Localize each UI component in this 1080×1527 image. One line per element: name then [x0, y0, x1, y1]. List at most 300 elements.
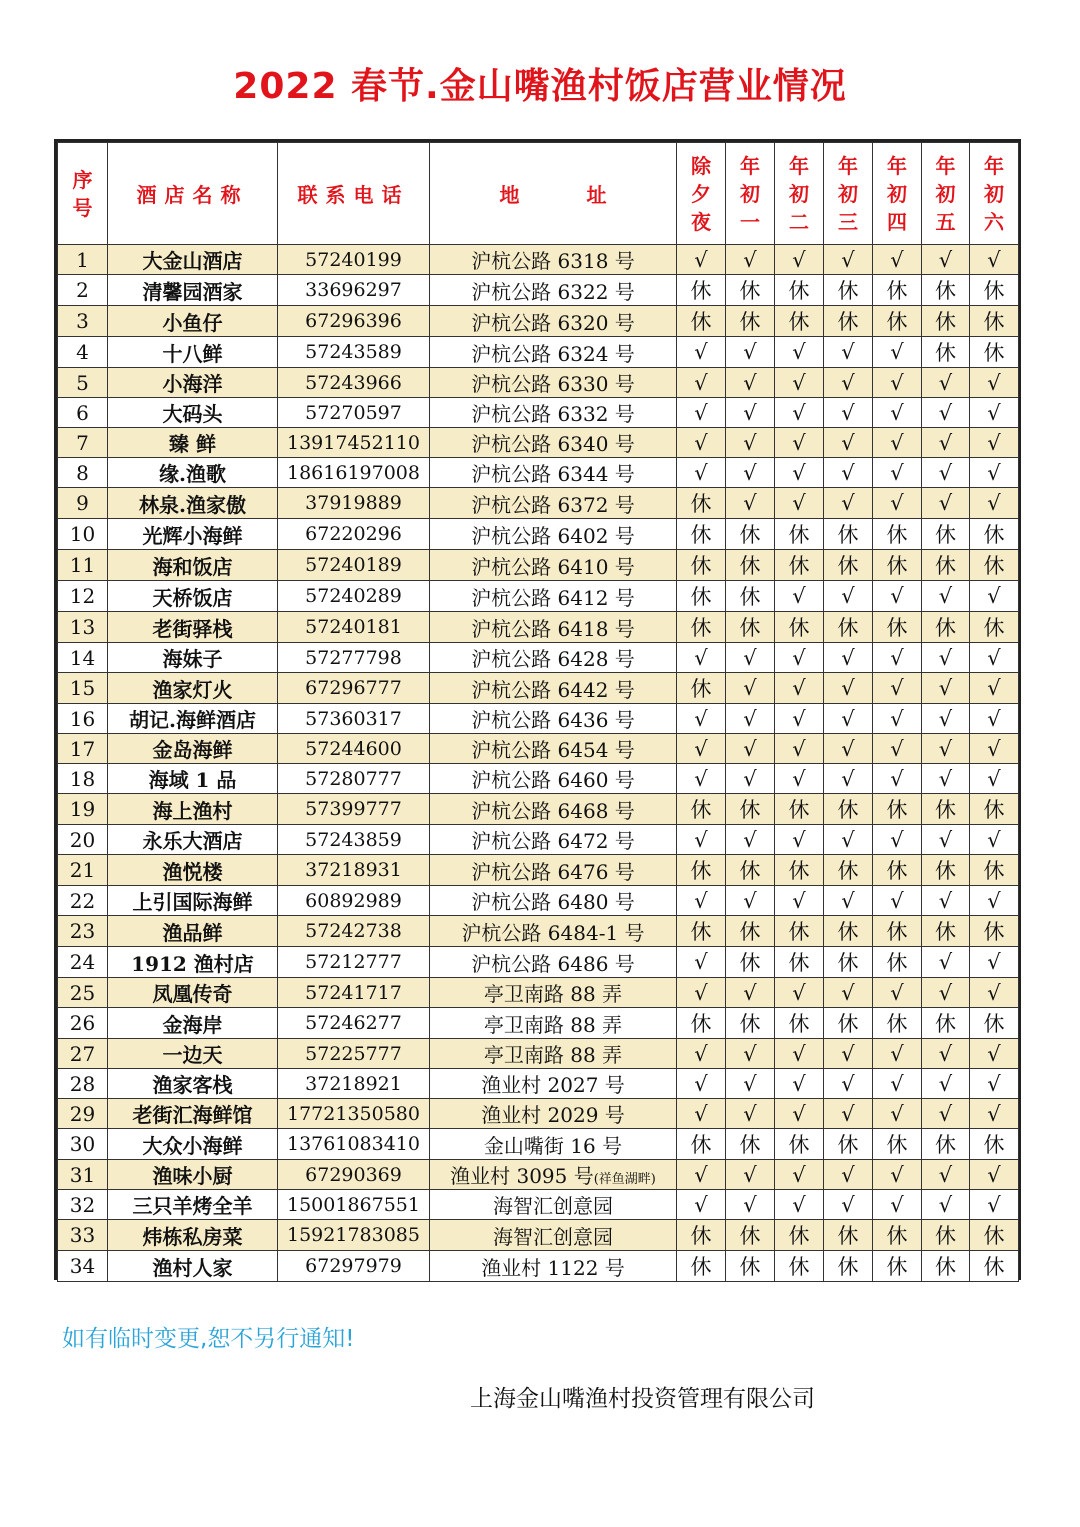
schedule-table	[57, 142, 1019, 1282]
day-status: 休	[677, 581, 726, 612]
restaurant-address	[430, 1190, 677, 1220]
day-status: √	[873, 488, 922, 519]
address-text: 渔业村 2027 号	[481, 1073, 625, 1097]
row-number: 16	[58, 704, 108, 734]
restaurant-phone: 67297979	[278, 1251, 430, 1282]
day-status: 休	[677, 519, 726, 550]
table-row	[58, 550, 1019, 581]
day-status: 休	[922, 1129, 970, 1160]
day-status: √	[970, 947, 1019, 978]
day-status: √	[970, 245, 1019, 275]
address-note: (祥鱼湖畔)	[593, 1172, 656, 1187]
day-status: 休	[726, 275, 775, 306]
day-status: 休	[873, 1220, 922, 1251]
day-status: 休	[824, 1220, 873, 1251]
row-number: 21	[58, 855, 108, 886]
day-status: 休	[824, 947, 873, 978]
day-status: √	[824, 428, 873, 458]
restaurant-address	[430, 947, 677, 978]
day-status: 休	[873, 275, 922, 306]
day-status: √	[873, 704, 922, 734]
day-status: 休	[775, 519, 824, 550]
address-text: 渔业村 3095 号	[450, 1164, 594, 1188]
day-status: 休	[922, 337, 970, 368]
restaurant-address	[430, 488, 677, 519]
day-status: √	[922, 886, 970, 916]
day-status: √	[873, 398, 922, 428]
day-status: √	[970, 1190, 1019, 1220]
restaurant-name: 小鱼仔	[108, 306, 278, 337]
day-status: √	[726, 704, 775, 734]
day-status: 休	[677, 1129, 726, 1160]
restaurant-address	[430, 550, 677, 581]
restaurant-phone: 57240181	[278, 612, 430, 643]
day-status: 休	[922, 612, 970, 643]
day-status: 休	[677, 306, 726, 337]
day-status: √	[922, 704, 970, 734]
address-text: 沪杭公路 6484-1 号	[461, 920, 645, 945]
day-status: 休	[775, 612, 824, 643]
row-number: 25	[58, 978, 108, 1008]
day-status: 休	[677, 275, 726, 306]
restaurant-address	[430, 398, 677, 428]
address-text: 渔业村 1122 号	[481, 1255, 625, 1280]
day-status: 休	[873, 1251, 922, 1282]
day-status: 休	[677, 1008, 726, 1039]
day-status: √	[824, 488, 873, 519]
day-status: 休	[775, 1220, 824, 1251]
address-text: 沪杭公路 6318 号	[471, 249, 635, 273]
day-status: 休	[922, 550, 970, 581]
restaurant-address	[430, 673, 677, 704]
day-status: √	[775, 764, 824, 794]
day-status: 休	[873, 550, 922, 581]
header-day-1: 年 初 一	[726, 143, 775, 245]
table-row	[58, 519, 1019, 550]
address-text: 沪杭公路 6472 号	[471, 829, 635, 853]
restaurant-address	[430, 1099, 677, 1129]
restaurant-phone: 57243966	[278, 368, 430, 398]
restaurant-name: 光辉小海鲜	[108, 519, 278, 550]
day-status: √	[922, 1190, 970, 1220]
restaurant-address	[430, 1251, 677, 1282]
row-number: 34	[58, 1251, 108, 1282]
restaurant-address	[430, 886, 677, 916]
day-status: √	[824, 458, 873, 488]
row-number: 14	[58, 643, 108, 673]
restaurant-name: 渔品鲜	[108, 916, 278, 947]
restaurant-address	[430, 1039, 677, 1069]
day-status: 休	[726, 1129, 775, 1160]
day-status: √	[677, 978, 726, 1008]
restaurant-name: 渔味小厨	[108, 1160, 278, 1190]
restaurant-phone: 57246277	[278, 1008, 430, 1039]
day-status: √	[873, 1160, 922, 1190]
day-status: √	[775, 734, 824, 764]
day-status: √	[824, 886, 873, 916]
day-status: √	[677, 398, 726, 428]
day-status: √	[824, 764, 873, 794]
day-status: 休	[873, 1008, 922, 1039]
day-status: 休	[726, 550, 775, 581]
day-status: √	[726, 1190, 775, 1220]
day-status: 休	[677, 550, 726, 581]
restaurant-phone: 57243589	[278, 337, 430, 368]
day-status: 休	[824, 1008, 873, 1039]
day-status: 休	[775, 550, 824, 581]
restaurant-phone: 57225777	[278, 1039, 430, 1069]
row-number: 4	[58, 337, 108, 368]
restaurant-address	[430, 794, 677, 825]
address-text: 沪杭公路 6486 号	[471, 951, 635, 976]
address-text: 金山嘴街 16 号	[483, 1133, 623, 1158]
day-status: √	[677, 428, 726, 458]
day-status: √	[824, 1069, 873, 1099]
restaurant-address	[430, 245, 677, 275]
restaurant-name: 大码头	[108, 398, 278, 428]
day-status: √	[922, 581, 970, 612]
day-status: 休	[726, 947, 775, 978]
day-status: √	[677, 1160, 726, 1190]
restaurant-phone: 67296777	[278, 673, 430, 704]
restaurant-phone: 67290369	[278, 1160, 430, 1190]
day-status: √	[922, 734, 970, 764]
restaurant-name: 炜栋私房菜	[108, 1220, 278, 1251]
day-status: √	[726, 1160, 775, 1190]
day-status: 休	[824, 550, 873, 581]
day-status: √	[873, 245, 922, 275]
header-day-3: 年 初 三	[824, 143, 873, 245]
day-status: √	[824, 368, 873, 398]
address-text: 沪杭公路 6330 号	[471, 372, 635, 396]
address-text: 沪杭公路 6402 号	[471, 523, 635, 548]
day-status: √	[677, 1039, 726, 1069]
day-status: √	[677, 886, 726, 916]
day-status: √	[922, 1069, 970, 1099]
table-row	[58, 1190, 1019, 1220]
restaurant-name: 渔家客栈	[108, 1069, 278, 1099]
day-status: √	[824, 734, 873, 764]
table-header-row	[58, 143, 1019, 245]
day-status: 休	[726, 1220, 775, 1251]
header-seq: 序 号	[58, 143, 108, 245]
day-status: √	[970, 458, 1019, 488]
restaurant-phone: 13917452110	[278, 428, 430, 458]
day-status: √	[824, 673, 873, 704]
day-status: 休	[922, 794, 970, 825]
day-status: √	[824, 337, 873, 368]
day-status: 休	[970, 1129, 1019, 1160]
address-text: 亭卫南路 88 弄	[483, 982, 623, 1006]
day-status: 休	[726, 581, 775, 612]
day-status: √	[775, 245, 824, 275]
table-row	[58, 306, 1019, 337]
restaurant-address	[430, 1220, 677, 1251]
restaurant-phone: 37218931	[278, 855, 430, 886]
day-status: 休	[970, 855, 1019, 886]
day-status: √	[726, 245, 775, 275]
table-row	[58, 1039, 1019, 1069]
day-status: 休	[775, 1008, 824, 1039]
day-status: √	[677, 337, 726, 368]
day-status: √	[726, 1039, 775, 1069]
restaurant-name: 1912 渔村店	[108, 947, 278, 978]
day-status: 休	[677, 1220, 726, 1251]
restaurant-name: 永乐大酒店	[108, 825, 278, 855]
day-status: √	[970, 1160, 1019, 1190]
row-number: 23	[58, 916, 108, 947]
day-status: 休	[824, 519, 873, 550]
restaurant-address	[430, 306, 677, 337]
restaurant-address	[430, 643, 677, 673]
row-number: 20	[58, 825, 108, 855]
day-status: √	[922, 1099, 970, 1129]
restaurant-phone: 13761083410	[278, 1129, 430, 1160]
day-status: √	[970, 428, 1019, 458]
day-status: √	[824, 704, 873, 734]
address-text: 沪杭公路 6324 号	[471, 341, 635, 366]
table-row	[58, 458, 1019, 488]
address-text: 亭卫南路 88 弄	[483, 1043, 623, 1067]
day-status: 休	[677, 794, 726, 825]
restaurant-address	[430, 581, 677, 612]
table-row	[58, 581, 1019, 612]
row-number: 26	[58, 1008, 108, 1039]
schedule-table-frame	[54, 139, 1021, 1280]
restaurant-phone: 67296396	[278, 306, 430, 337]
restaurant-address	[430, 1129, 677, 1160]
address-text: 沪杭公路 6436 号	[471, 708, 635, 732]
day-status: √	[922, 947, 970, 978]
day-status: 休	[726, 1251, 775, 1282]
day-status: √	[775, 673, 824, 704]
day-status: 休	[970, 519, 1019, 550]
day-status: √	[824, 1099, 873, 1129]
row-number: 30	[58, 1129, 108, 1160]
row-number: 2	[58, 275, 108, 306]
restaurant-name: 天桥饭店	[108, 581, 278, 612]
day-status: √	[922, 643, 970, 673]
day-status: √	[775, 886, 824, 916]
day-status: 休	[775, 855, 824, 886]
table-row	[58, 368, 1019, 398]
address-text: 沪杭公路 6344 号	[471, 462, 635, 486]
table-row	[58, 825, 1019, 855]
day-status: √	[726, 978, 775, 1008]
day-status: √	[775, 428, 824, 458]
day-status: √	[873, 337, 922, 368]
day-status: 休	[970, 306, 1019, 337]
day-status: √	[677, 704, 726, 734]
day-status: 休	[726, 1008, 775, 1039]
restaurant-name: 大众小海鲜	[108, 1129, 278, 1160]
day-status: 休	[677, 916, 726, 947]
day-status: √	[873, 1099, 922, 1129]
day-status: √	[775, 1069, 824, 1099]
day-status: 休	[677, 1251, 726, 1282]
restaurant-phone: 57242738	[278, 916, 430, 947]
day-status: 休	[824, 1129, 873, 1160]
restaurant-name: 小海洋	[108, 368, 278, 398]
table-row	[58, 1251, 1019, 1282]
day-status: 休	[873, 947, 922, 978]
header-phone: 联系电话	[278, 143, 430, 245]
day-status: 休	[970, 1008, 1019, 1039]
restaurant-phone: 15921783085	[278, 1220, 430, 1251]
day-status: √	[726, 825, 775, 855]
day-status: √	[922, 764, 970, 794]
day-status: √	[873, 581, 922, 612]
day-status: √	[873, 886, 922, 916]
day-status: √	[873, 825, 922, 855]
row-number: 10	[58, 519, 108, 550]
restaurant-name: 海妹子	[108, 643, 278, 673]
day-status: 休	[824, 916, 873, 947]
row-number: 15	[58, 673, 108, 704]
day-status: √	[922, 825, 970, 855]
table-row	[58, 1160, 1019, 1190]
day-status: √	[970, 734, 1019, 764]
restaurant-phone: 57360317	[278, 704, 430, 734]
day-status: √	[726, 337, 775, 368]
day-status: √	[970, 1069, 1019, 1099]
day-status: √	[970, 581, 1019, 612]
day-status: √	[775, 368, 824, 398]
restaurant-phone: 57399777	[278, 794, 430, 825]
day-status: √	[922, 398, 970, 428]
restaurant-name: 清馨园酒家	[108, 275, 278, 306]
day-status: √	[824, 245, 873, 275]
restaurant-name: 上引国际海鲜	[108, 886, 278, 916]
restaurant-address	[430, 458, 677, 488]
address-text: 沪杭公路 6460 号	[471, 768, 635, 792]
day-status: √	[775, 488, 824, 519]
day-status: 休	[824, 794, 873, 825]
day-status: √	[922, 368, 970, 398]
day-status: 休	[726, 855, 775, 886]
day-status: √	[677, 458, 726, 488]
address-text: 沪杭公路 6410 号	[471, 554, 635, 579]
day-status: √	[970, 1039, 1019, 1069]
day-status: √	[873, 1190, 922, 1220]
table-row	[58, 734, 1019, 764]
row-number: 8	[58, 458, 108, 488]
restaurant-phone: 37919889	[278, 488, 430, 519]
day-status: √	[775, 581, 824, 612]
day-status: 休	[775, 947, 824, 978]
day-status: √	[970, 488, 1019, 519]
day-status: 休	[922, 1008, 970, 1039]
restaurant-name: 林泉.渔家傲	[108, 488, 278, 519]
table-row	[58, 1129, 1019, 1160]
day-status: 休	[922, 1251, 970, 1282]
restaurant-name: 老街汇海鲜馆	[108, 1099, 278, 1129]
address-text: 渔业村 2029 号	[481, 1103, 625, 1127]
table-row	[58, 337, 1019, 368]
day-status: √	[922, 428, 970, 458]
day-status: 休	[873, 519, 922, 550]
header-name: 酒店名称	[108, 143, 278, 245]
restaurant-phone: 57243859	[278, 825, 430, 855]
table-row	[58, 978, 1019, 1008]
day-status: 休	[922, 855, 970, 886]
table-row	[58, 764, 1019, 794]
row-number: 29	[58, 1099, 108, 1129]
day-status: √	[677, 764, 726, 794]
restaurant-name: 十八鲜	[108, 337, 278, 368]
day-status: √	[677, 734, 726, 764]
header-day-6: 年 初 六	[970, 143, 1019, 245]
address-text: 沪杭公路 6468 号	[471, 798, 635, 823]
restaurant-name: 大金山酒店	[108, 245, 278, 275]
day-status: 休	[873, 1129, 922, 1160]
day-status: √	[677, 1069, 726, 1099]
restaurant-address	[430, 1008, 677, 1039]
restaurant-name: 金岛海鲜	[108, 734, 278, 764]
day-status: 休	[824, 612, 873, 643]
day-status: 休	[677, 612, 726, 643]
day-status: 休	[922, 916, 970, 947]
address-text: 海智汇创意园	[493, 1194, 613, 1218]
restaurant-address	[430, 612, 677, 643]
day-status: √	[873, 458, 922, 488]
company-name: 上海金山嘴渔村投资管理有限公司	[470, 1386, 815, 1412]
day-status: 休	[970, 337, 1019, 368]
day-status: 休	[873, 306, 922, 337]
restaurant-phone: 60892989	[278, 886, 430, 916]
table-row	[58, 1069, 1019, 1099]
restaurant-phone: 15001867551	[278, 1190, 430, 1220]
table-row	[58, 704, 1019, 734]
day-status: 休	[775, 1251, 824, 1282]
day-status: 休	[775, 794, 824, 825]
row-number: 18	[58, 764, 108, 794]
restaurant-phone: 37218921	[278, 1069, 430, 1099]
table-row	[58, 855, 1019, 886]
day-status: √	[970, 368, 1019, 398]
day-status: √	[970, 398, 1019, 428]
day-status: √	[677, 368, 726, 398]
restaurant-address	[430, 428, 677, 458]
restaurant-phone: 57240289	[278, 581, 430, 612]
day-status: 休	[824, 1251, 873, 1282]
restaurant-phone: 57240199	[278, 245, 430, 275]
day-status: 休	[922, 519, 970, 550]
restaurant-address	[430, 368, 677, 398]
restaurant-address	[430, 825, 677, 855]
day-status: √	[726, 673, 775, 704]
row-number: 12	[58, 581, 108, 612]
address-text: 沪杭公路 6372 号	[471, 492, 635, 517]
restaurant-name: 渔悦楼	[108, 855, 278, 886]
day-status: √	[970, 886, 1019, 916]
table-row	[58, 643, 1019, 673]
day-status: √	[824, 643, 873, 673]
table-row	[58, 1220, 1019, 1251]
address-text: 沪杭公路 6418 号	[471, 616, 635, 641]
restaurant-address	[430, 855, 677, 886]
day-status: √	[824, 581, 873, 612]
restaurant-address	[430, 275, 677, 306]
row-number: 33	[58, 1220, 108, 1251]
day-status: √	[873, 1069, 922, 1099]
day-status: √	[677, 825, 726, 855]
restaurant-phone: 57277798	[278, 643, 430, 673]
address-text: 沪杭公路 6428 号	[471, 647, 635, 671]
restaurant-name: 海上渔村	[108, 794, 278, 825]
day-status: √	[970, 764, 1019, 794]
day-status: √	[775, 1190, 824, 1220]
